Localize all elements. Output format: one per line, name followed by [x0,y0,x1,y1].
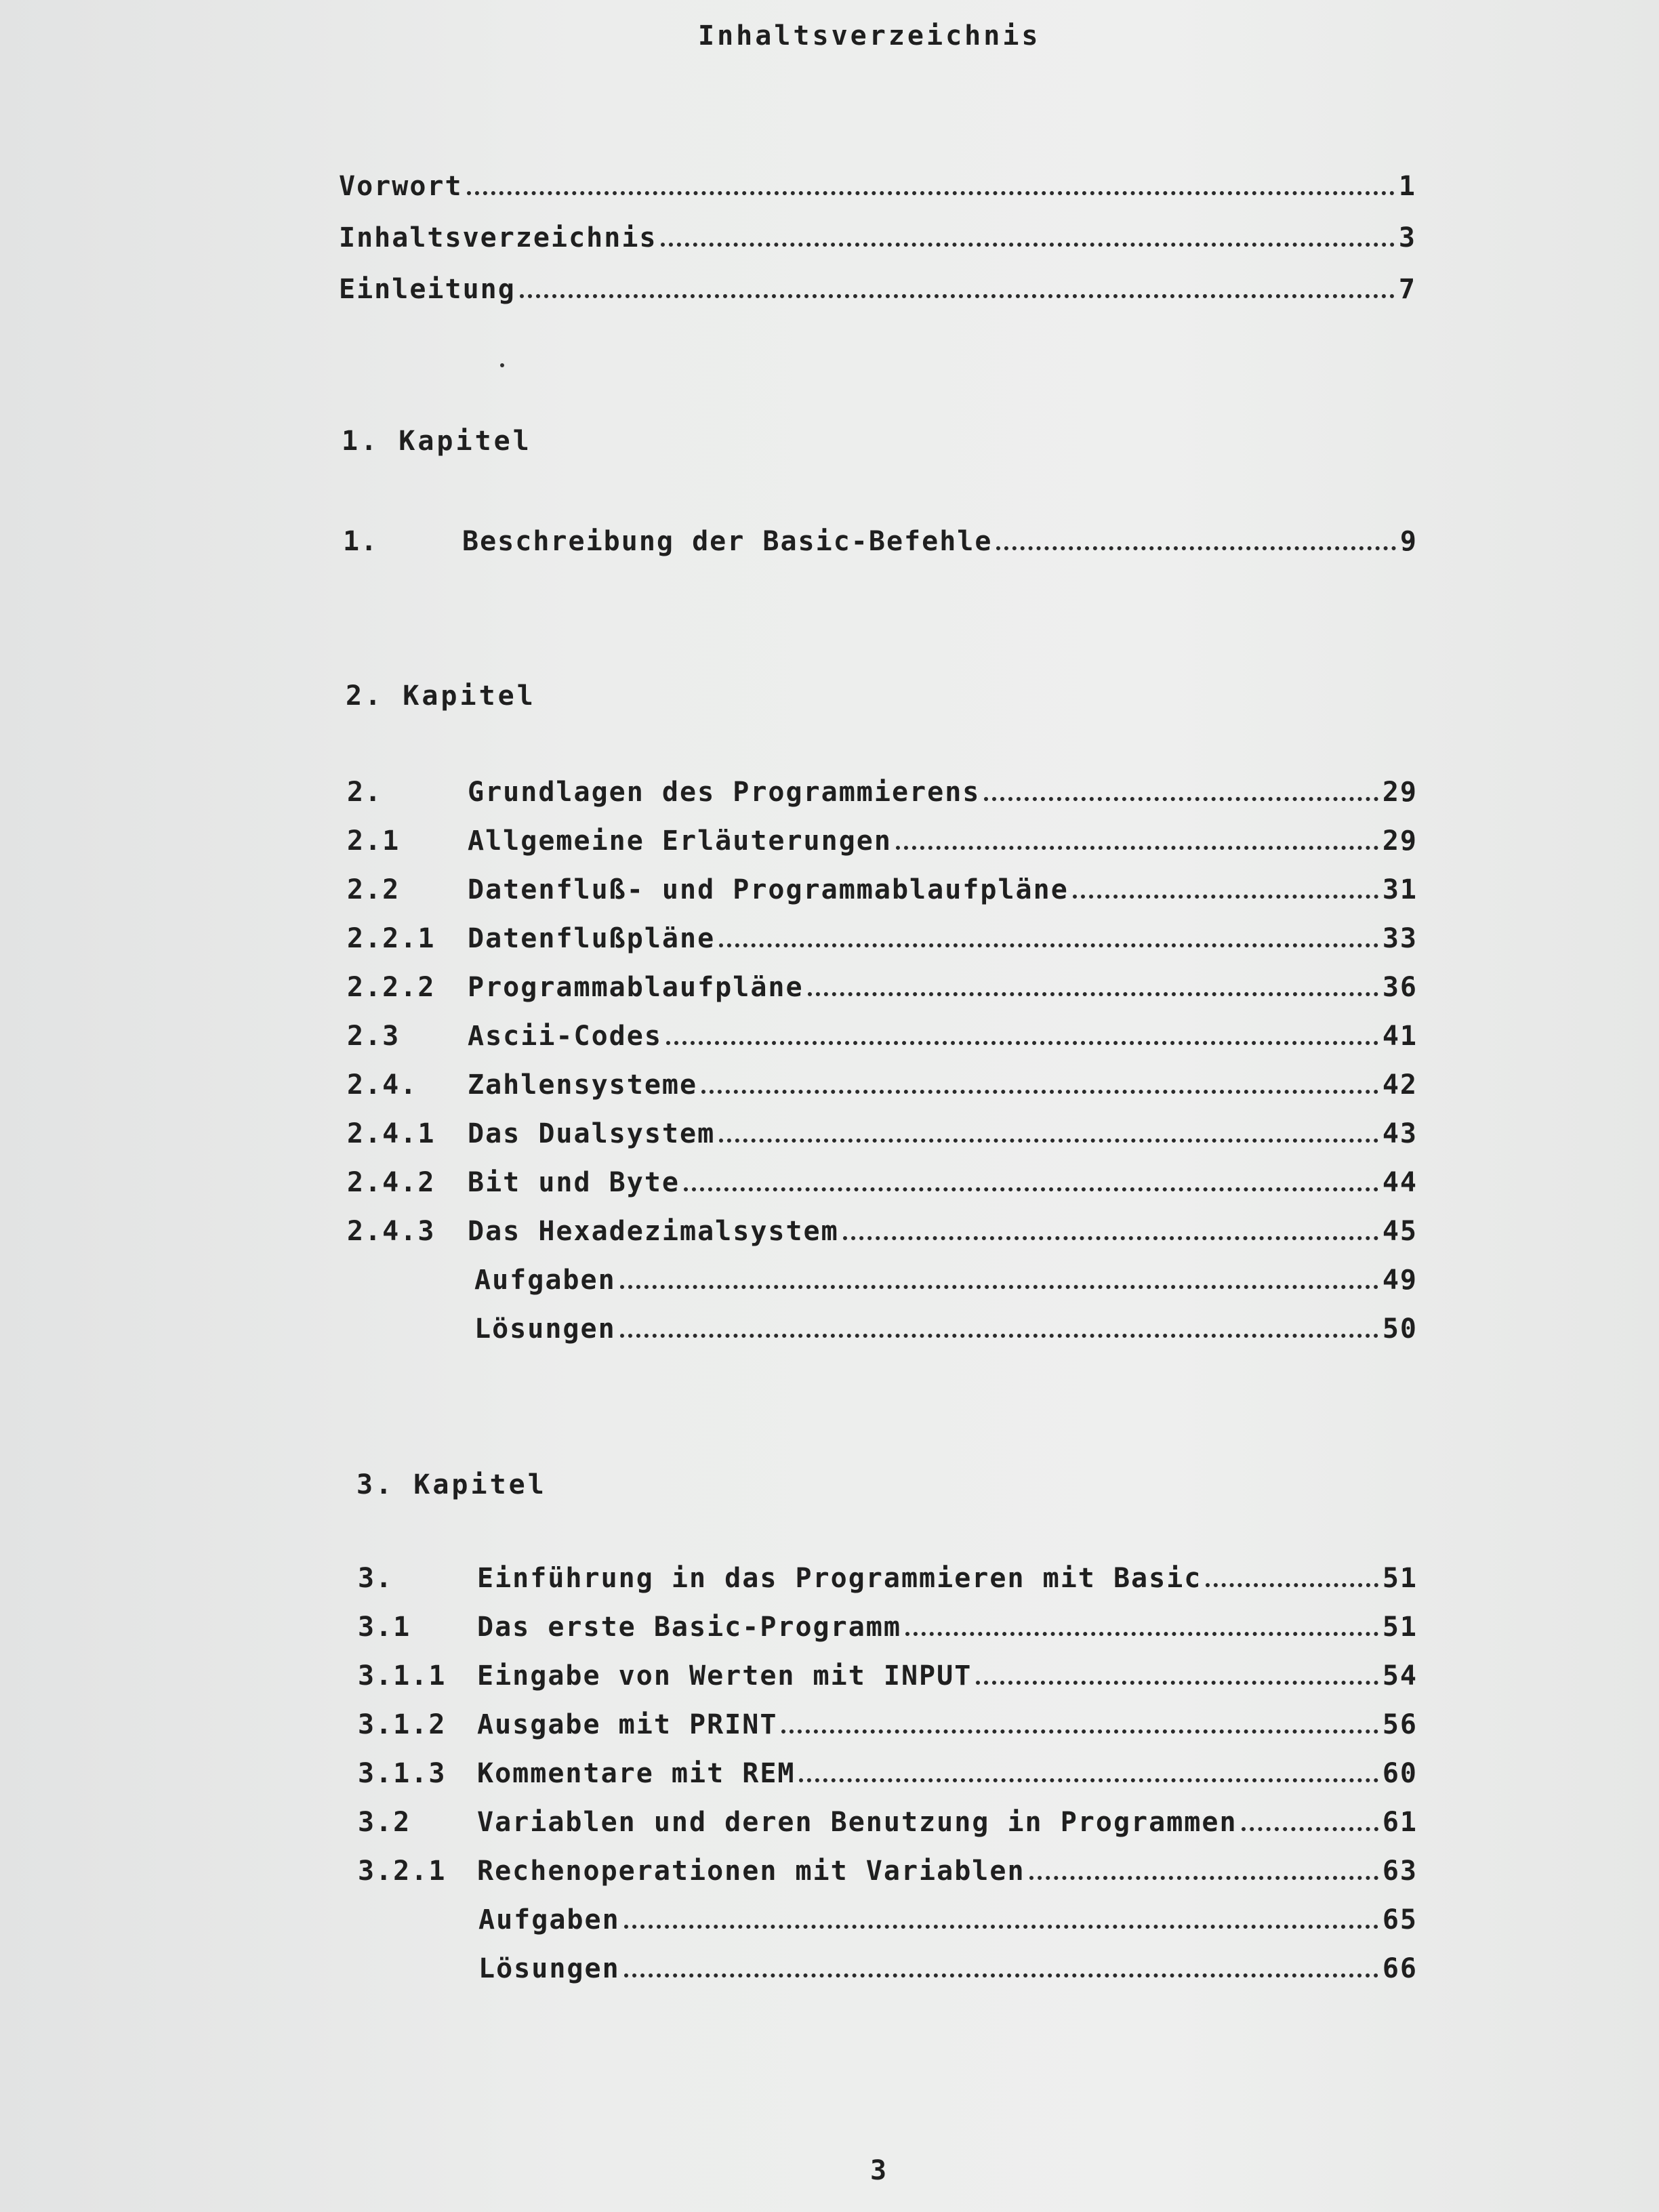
toc-entry [358,1612,1418,1643]
toc-entry-title: Inhaltsverzeichnis [339,222,657,253]
toc-entry [347,1118,1418,1149]
dot-leader [1073,895,1378,899]
toc-entry-page: 50 [1382,1313,1418,1345]
toc-entry-page: 3 [1398,222,1416,253]
page-number: 3 [870,2155,890,2186]
section-number: 2.4.1 [347,1118,436,1149]
toc-entry-title: Ascii-Codes [468,1021,662,1052]
toc-entry-page: 65 [1382,1904,1418,1936]
toc-entry-title: Datenflußpläne [468,923,716,954]
toc-entry [347,1167,1418,1198]
dot-leader [799,1778,1378,1782]
section-number: 2.4.2 [347,1167,436,1198]
toc-entry-title: Vorwort [339,171,463,202]
section-number: 2.4.3 [347,1216,436,1247]
dot-leader [984,797,1378,801]
toc-entry [347,825,1418,857]
dot-leader [719,943,1378,947]
toc-entry-title: Variablen und deren Benutzung in Programmen [477,1807,1237,1838]
toc-entry-title: Das Hexadezimalsystem [468,1216,839,1247]
toc-entry-page: 56 [1382,1709,1418,1740]
toc-entry-page: 31 [1382,874,1418,905]
toc-entry-title: Beschreibung der Basic-Befehle [462,526,993,557]
section-number: 2.4. [347,1069,418,1101]
dot-leader [620,1285,1378,1289]
toc-entry [347,1265,1418,1296]
stray-dot [500,363,504,367]
toc-entry-page: 54 [1382,1660,1418,1692]
page-title: Inhaltsverzeichnis [698,20,1041,52]
toc-entry-page: 49 [1382,1265,1418,1296]
toc-entry-page: 7 [1398,274,1416,305]
section-number: 3. [358,1563,394,1594]
section-number: 3.1.1 [358,1660,447,1692]
toc-entry-title: Einleitung [339,274,516,305]
dot-leader [781,1729,1378,1734]
dot-leader [661,243,1394,247]
section-number: 2.2.1 [347,923,436,954]
toc-entry-page: 36 [1382,972,1418,1003]
toc-entry-page: 29 [1382,825,1418,857]
toc-entry-page: 42 [1382,1069,1418,1101]
dot-leader [620,1334,1378,1338]
toc-entry [358,1563,1418,1594]
toc-entry-title: Aufgaben [474,1265,616,1296]
dot-leader [1242,1827,1378,1831]
section-number: 2.2.2 [347,972,436,1003]
toc-entry [347,1021,1418,1052]
toc-entry-title: Programmablaufpläne [468,972,804,1003]
section-number: 3.1.3 [358,1758,447,1789]
toc-entry-title: Aufgaben [478,1904,620,1936]
section-number: 3.1 [358,1612,411,1643]
toc-entry-title: Einführung in das Programmieren mit Basic [477,1563,1202,1594]
toc-entry-title: Allgemeine Erläuterungen [468,825,892,857]
dot-leader [1206,1583,1378,1587]
dot-leader [896,846,1378,850]
toc-entry-title: Eingabe von Werten mit INPUT [477,1660,972,1692]
toc-entry-title: Rechenoperationen mit Variablen [477,1856,1025,1887]
toc-entry [343,526,1418,557]
toc-entry-front [339,274,1416,305]
toc-entry-page: 44 [1382,1167,1418,1198]
toc-entry-front [339,171,1416,202]
toc-entry-front [339,222,1416,253]
toc-entry [358,1856,1418,1887]
toc-entry [347,1069,1418,1101]
section-number: 2. [347,777,383,808]
dot-leader [701,1090,1378,1094]
toc-entry [358,1709,1418,1740]
toc-entry [347,923,1418,954]
dot-leader [624,1973,1378,1978]
toc-entry-page: 33 [1382,923,1418,954]
toc-entry [347,972,1418,1003]
toc-entry-title: Ausgabe mit PRINT [477,1709,778,1740]
section-number: 3.2 [358,1807,411,1838]
toc-entry [347,874,1418,905]
dot-leader [624,1925,1378,1929]
chapter-heading: 2. Kapitel [346,680,536,712]
toc-entry [347,777,1418,808]
toc-entry-page: 43 [1382,1118,1418,1149]
chapter-heading: 3. Kapitel [356,1469,547,1500]
toc-entry-page: 63 [1382,1856,1418,1887]
toc-entry-title: Das erste Basic-Programm [477,1612,901,1643]
toc-entry-page: 60 [1382,1758,1418,1789]
toc-entry [347,1313,1418,1345]
dot-leader [976,1681,1378,1685]
toc-entry-title: Zahlensysteme [468,1069,698,1101]
toc-entry [347,1216,1418,1247]
section-number: 1. [343,526,379,557]
dot-leader [808,992,1378,996]
toc-entry-page: 51 [1382,1563,1418,1594]
toc-entry-title: Das Dualsystem [468,1118,716,1149]
toc-entry [358,1758,1418,1789]
toc-entry-page: 9 [1399,526,1418,557]
toc-entry-title: Datenfluß- und Programmablaufpläne [468,874,1069,905]
section-number: 2.2 [347,874,401,905]
toc-entry [358,1904,1418,1936]
toc-entry-page: 66 [1382,1953,1418,1984]
dot-leader [843,1236,1378,1240]
dot-leader [719,1139,1378,1143]
dot-leader [905,1632,1378,1636]
toc-entry-title: Kommentare mit REM [477,1758,796,1789]
toc-entry-page: 1 [1398,171,1416,202]
dot-leader [666,1041,1378,1045]
section-number: 2.1 [347,825,401,857]
dot-leader [520,294,1395,298]
toc-entry [358,1953,1418,1984]
toc-entry-page: 45 [1382,1216,1418,1247]
section-number: 2.3 [347,1021,401,1052]
toc-entry-title: Bit und Byte [468,1167,680,1198]
dot-leader [684,1187,1378,1191]
section-number: 3.2.1 [358,1856,447,1887]
section-number: 3.1.2 [358,1709,447,1740]
dot-leader [467,191,1395,195]
toc-entry-page: 29 [1382,777,1418,808]
dot-leader [996,546,1395,550]
toc-entry-page: 41 [1382,1021,1418,1052]
toc-entry-page: 51 [1382,1612,1418,1643]
dot-leader [1029,1876,1378,1880]
toc-entry-page: 61 [1382,1807,1418,1838]
toc-entry-title: Lösungen [478,1953,620,1984]
toc-entry [358,1807,1418,1838]
chapter-heading: 1. Kapitel [342,426,532,457]
toc-entry [358,1660,1418,1692]
toc-entry-title: Lösungen [474,1313,616,1345]
toc-entry-title: Grundlagen des Programmierens [468,777,981,808]
